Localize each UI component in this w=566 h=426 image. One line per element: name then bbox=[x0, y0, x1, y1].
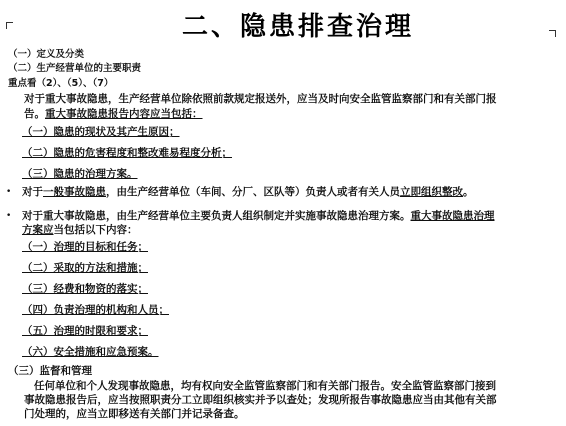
plan-item-6: （六）安全措施和应急预案。 bbox=[22, 346, 159, 358]
bullet-icon: • bbox=[6, 187, 12, 197]
section-duties: （二）生产经营单位的主要职责 bbox=[8, 63, 142, 74]
para-supervision-line1: 任何单位和个人发现事故隐患，均有权向安全监管监察部门和有关部门报告。安全监管监察部门接到 bbox=[34, 380, 496, 392]
bullet-text: 当包括以下内容： bbox=[53, 224, 138, 236]
report-item-2: （二）隐患的危害程度和整改难易程度分析； bbox=[22, 147, 232, 159]
report-contents-heading: 重大事故隐患报告内容应当包括： bbox=[45, 108, 203, 120]
report-item-3: （三）隐患的治理方案。 bbox=[22, 168, 138, 180]
section-definition: （一）定义及分类 bbox=[8, 49, 85, 60]
para-text: 告。 bbox=[24, 108, 45, 120]
para-supervision-line3: 门处理的，应当立即移送有关部门并记录备查。 bbox=[24, 408, 245, 420]
bullet-text: 。 bbox=[463, 186, 474, 198]
bullet-major-hazard-line1 bbox=[22, 209, 495, 223]
bullet-major-hazard-line2 bbox=[22, 223, 138, 237]
bullet-text: 对于 bbox=[22, 186, 43, 198]
plan-item-5: （五）治理的时限和要求； bbox=[22, 325, 148, 337]
plan-item-2: （二）采取的方法和措施； bbox=[22, 262, 148, 274]
corner-mark-top-left bbox=[6, 22, 13, 29]
immediate-rectify-term: 立即组织整改 bbox=[400, 186, 463, 198]
plan-item-4: （四）负责治理的机构和人员； bbox=[22, 304, 169, 316]
plan-item-3: （三）经费和物资的落实； bbox=[22, 283, 148, 295]
treatment-plan-term: 重大事故隐患治理 bbox=[410, 210, 495, 222]
para-supervision-line2: 事故隐患报告后，应当按照职责分工立即组织核实并予以查处；发现所报告事故隐患应当由其他有关部 bbox=[24, 394, 497, 406]
bullet-text: 对于重大事故隐患，由生产经营单位主要负责人组织制定并实施事故隐患治理方案。 bbox=[22, 210, 411, 222]
para-major-hazard-line1: 对于重大事故隐患，生产经营单位除依照前款规定报送外，应当及时向安全监管监察部门和有关部门报 bbox=[24, 93, 497, 105]
bullet-icon: • bbox=[6, 211, 12, 221]
section-supervision: （三）监督和管理 bbox=[8, 365, 92, 377]
slide-title: 二、隐患排查治理 bbox=[181, 12, 414, 42]
treatment-plan-term-cont: 方案应 bbox=[22, 224, 54, 236]
general-hazard-term: 一般事故隐患 bbox=[43, 186, 106, 198]
bullet-text: ，由生产经营单位（车间、分厂、区队等）负责人或者有关人员 bbox=[106, 186, 400, 198]
focus-note: 重点看（2）、（5）、（7） bbox=[8, 78, 114, 89]
report-item-1: （一）隐患的现状及其产生原因； bbox=[22, 126, 180, 138]
bullet-general-hazard bbox=[22, 185, 474, 199]
plan-item-1: （一）治理的目标和任务； bbox=[22, 241, 148, 253]
para-major-hazard-line2 bbox=[24, 107, 203, 121]
